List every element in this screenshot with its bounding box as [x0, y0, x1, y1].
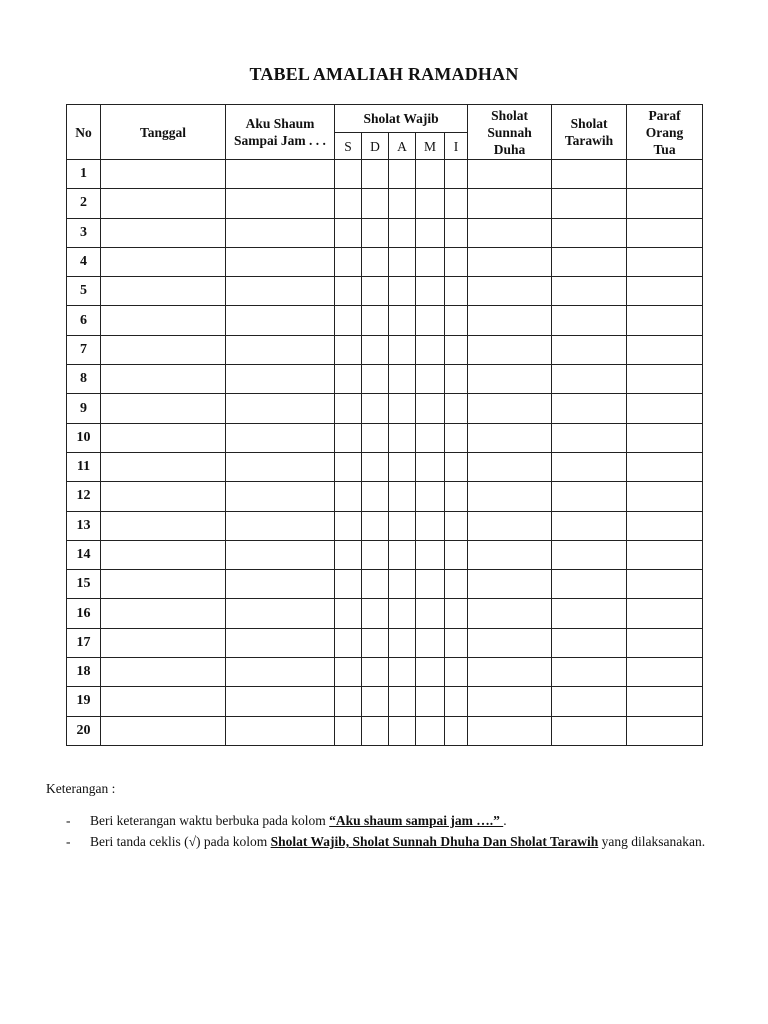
- entry-cell[interactable]: [416, 482, 445, 511]
- entry-cell[interactable]: [468, 628, 552, 657]
- entry-cell[interactable]: [362, 277, 389, 306]
- header-shaum: Aku Shaum Sampai Jam . . .: [226, 105, 335, 160]
- entry-cell[interactable]: [335, 599, 362, 628]
- entry-cell[interactable]: [101, 599, 226, 628]
- entry-cell[interactable]: [335, 365, 362, 394]
- entry-cell[interactable]: [468, 394, 552, 423]
- note-item: [46, 810, 736, 831]
- entry-cell[interactable]: [627, 687, 703, 716]
- entry-cell[interactable]: [362, 687, 389, 716]
- entry-cell[interactable]: [335, 160, 362, 189]
- table-row: [67, 365, 703, 394]
- entry-cell[interactable]: [362, 335, 389, 364]
- entry-cell[interactable]: [389, 540, 416, 569]
- table-row: [67, 716, 703, 745]
- entry-cell[interactable]: [226, 335, 335, 364]
- table-body: [67, 160, 703, 746]
- entry-cell[interactable]: [445, 482, 468, 511]
- entry-cell[interactable]: [335, 277, 362, 306]
- row-number: 6: [67, 306, 101, 335]
- entry-cell[interactable]: [416, 277, 445, 306]
- entry-cell[interactable]: [335, 306, 362, 335]
- note-emphasis: “Aku shaum sampai jam ….”: [329, 813, 504, 828]
- entry-cell[interactable]: [468, 218, 552, 247]
- note-text: .: [503, 813, 507, 828]
- entry-cell[interactable]: [552, 540, 627, 569]
- entry-cell[interactable]: [552, 452, 627, 481]
- header-sholat-wajib: Sholat Wajib: [335, 105, 468, 133]
- entry-cell[interactable]: [362, 540, 389, 569]
- entry-cell[interactable]: [101, 306, 226, 335]
- entry-cell[interactable]: [101, 189, 226, 218]
- header-sunnah-duha: Sholat Sunnah Duha: [468, 105, 552, 160]
- note-dash: -: [66, 834, 71, 849]
- entry-cell[interactable]: [335, 189, 362, 218]
- entry-cell[interactable]: [226, 277, 335, 306]
- entry-cell[interactable]: [627, 247, 703, 276]
- entry-cell[interactable]: [468, 160, 552, 189]
- entry-cell[interactable]: [445, 189, 468, 218]
- entry-cell[interactable]: [416, 365, 445, 394]
- entry-cell[interactable]: [627, 394, 703, 423]
- entry-cell[interactable]: [416, 394, 445, 423]
- entry-cell[interactable]: [101, 687, 226, 716]
- notes-label: Keterangan :: [46, 781, 116, 796]
- entry-cell[interactable]: [468, 277, 552, 306]
- entry-cell[interactable]: [389, 160, 416, 189]
- entry-cell[interactable]: [416, 687, 445, 716]
- entry-cell[interactable]: [552, 160, 627, 189]
- entry-cell[interactable]: [445, 277, 468, 306]
- entry-cell[interactable]: [416, 628, 445, 657]
- entry-cell[interactable]: [226, 716, 335, 745]
- row-number: 15: [67, 570, 101, 599]
- entry-cell[interactable]: [226, 687, 335, 716]
- entry-cell[interactable]: [627, 218, 703, 247]
- notes-section: [46, 778, 736, 852]
- entry-cell[interactable]: [468, 482, 552, 511]
- entry-cell[interactable]: [445, 687, 468, 716]
- entry-cell[interactable]: [627, 189, 703, 218]
- table-row: [67, 335, 703, 364]
- row-number: 7: [67, 335, 101, 364]
- entry-cell[interactable]: [101, 247, 226, 276]
- table-row: [67, 687, 703, 716]
- entry-cell[interactable]: [389, 687, 416, 716]
- entry-cell[interactable]: [101, 394, 226, 423]
- header-wajib-s: S: [335, 133, 362, 160]
- entry-cell[interactable]: [362, 658, 389, 687]
- entry-cell[interactable]: [226, 306, 335, 335]
- row-number: 3: [67, 218, 101, 247]
- entry-cell[interactable]: [362, 365, 389, 394]
- table-row: [67, 628, 703, 657]
- entry-cell[interactable]: [445, 365, 468, 394]
- entry-cell[interactable]: [468, 306, 552, 335]
- entry-cell[interactable]: [362, 306, 389, 335]
- entry-cell[interactable]: [552, 306, 627, 335]
- entry-cell[interactable]: [389, 189, 416, 218]
- entry-cell[interactable]: [226, 511, 335, 540]
- table-row: [67, 306, 703, 335]
- table-row: [67, 247, 703, 276]
- entry-cell[interactable]: [445, 247, 468, 276]
- entry-cell[interactable]: [389, 570, 416, 599]
- row-number: 5: [67, 277, 101, 306]
- entry-cell[interactable]: [335, 540, 362, 569]
- entry-cell[interactable]: [445, 218, 468, 247]
- entry-cell[interactable]: [226, 394, 335, 423]
- row-number: 8: [67, 365, 101, 394]
- entry-cell[interactable]: [445, 628, 468, 657]
- entry-cell[interactable]: [226, 658, 335, 687]
- entry-cell[interactable]: [389, 306, 416, 335]
- note-text: Beri tanda ceklis (√) pada kolom: [90, 834, 271, 849]
- entry-cell[interactable]: [389, 423, 416, 452]
- entry-cell[interactable]: [627, 628, 703, 657]
- entry-cell[interactable]: [416, 306, 445, 335]
- entry-cell[interactable]: [552, 658, 627, 687]
- entry-cell[interactable]: [101, 160, 226, 189]
- entry-cell[interactable]: [445, 160, 468, 189]
- entry-cell[interactable]: [389, 365, 416, 394]
- entry-cell[interactable]: [468, 335, 552, 364]
- entry-cell[interactable]: [416, 570, 445, 599]
- entry-cell[interactable]: [362, 570, 389, 599]
- entry-cell[interactable]: [468, 511, 552, 540]
- header-wajib-d: D: [362, 133, 389, 160]
- entry-cell[interactable]: [468, 599, 552, 628]
- note-text: Beri keterangan waktu berbuka pada kolom: [90, 813, 330, 828]
- entry-cell[interactable]: [627, 452, 703, 481]
- entry-cell[interactable]: [627, 160, 703, 189]
- header-paraf: Paraf Orang Tua: [627, 105, 703, 160]
- entry-cell[interactable]: [101, 482, 226, 511]
- table-row: [67, 160, 703, 189]
- entry-cell[interactable]: [468, 716, 552, 745]
- entry-cell[interactable]: [468, 570, 552, 599]
- entry-cell[interactable]: [552, 394, 627, 423]
- row-number: 11: [67, 452, 101, 481]
- entry-cell[interactable]: [389, 247, 416, 276]
- entry-cell[interactable]: [445, 570, 468, 599]
- entry-cell[interactable]: [335, 687, 362, 716]
- entry-cell[interactable]: [468, 365, 552, 394]
- amaliah-table: [66, 104, 703, 746]
- entry-cell[interactable]: [101, 628, 226, 657]
- entry-cell[interactable]: [362, 716, 389, 745]
- entry-cell[interactable]: [445, 335, 468, 364]
- entry-cell[interactable]: [627, 540, 703, 569]
- table-row: [67, 218, 703, 247]
- entry-cell[interactable]: [552, 628, 627, 657]
- header-no: No: [67, 105, 101, 160]
- entry-cell[interactable]: [226, 452, 335, 481]
- entry-cell[interactable]: [552, 277, 627, 306]
- entry-cell[interactable]: [362, 511, 389, 540]
- entry-cell[interactable]: [416, 189, 445, 218]
- entry-cell[interactable]: [101, 277, 226, 306]
- entry-cell[interactable]: [335, 482, 362, 511]
- entry-cell[interactable]: [552, 599, 627, 628]
- entry-cell[interactable]: [389, 599, 416, 628]
- entry-cell[interactable]: [226, 365, 335, 394]
- entry-cell[interactable]: [362, 394, 389, 423]
- entry-cell[interactable]: [101, 452, 226, 481]
- entry-cell[interactable]: [416, 423, 445, 452]
- row-number: 18: [67, 658, 101, 687]
- entry-cell[interactable]: [226, 160, 335, 189]
- entry-cell[interactable]: [445, 599, 468, 628]
- entry-cell[interactable]: [389, 277, 416, 306]
- entry-cell[interactable]: [335, 247, 362, 276]
- entry-cell[interactable]: [335, 628, 362, 657]
- row-number: 17: [67, 628, 101, 657]
- entry-cell[interactable]: [226, 482, 335, 511]
- entry-cell[interactable]: [445, 716, 468, 745]
- entry-cell[interactable]: [226, 189, 335, 218]
- entry-cell[interactable]: [627, 482, 703, 511]
- entry-cell[interactable]: [416, 160, 445, 189]
- entry-cell[interactable]: [362, 247, 389, 276]
- table-row: [67, 658, 703, 687]
- entry-cell[interactable]: [416, 599, 445, 628]
- entry-cell[interactable]: [552, 365, 627, 394]
- notes-list: [46, 810, 736, 852]
- entry-cell[interactable]: [416, 452, 445, 481]
- entry-cell[interactable]: [362, 628, 389, 657]
- entry-cell[interactable]: [468, 540, 552, 569]
- page-title: TABEL AMALIAH RAMADHAN: [249, 64, 519, 84]
- entry-cell[interactable]: [552, 716, 627, 745]
- header-wajib-i: I: [445, 133, 468, 160]
- entry-cell[interactable]: [468, 247, 552, 276]
- row-number: 13: [67, 511, 101, 540]
- entry-cell[interactable]: [468, 687, 552, 716]
- entry-cell[interactable]: [362, 189, 389, 218]
- entry-cell[interactable]: [552, 482, 627, 511]
- entry-cell[interactable]: [468, 452, 552, 481]
- entry-cell[interactable]: [627, 599, 703, 628]
- row-number: 12: [67, 482, 101, 511]
- header-wajib-a: A: [389, 133, 416, 160]
- entry-cell[interactable]: [226, 570, 335, 599]
- entry-cell[interactable]: [552, 335, 627, 364]
- entry-cell[interactable]: [445, 658, 468, 687]
- entry-cell[interactable]: [416, 716, 445, 745]
- table-row: [67, 570, 703, 599]
- entry-cell[interactable]: [552, 423, 627, 452]
- entry-cell[interactable]: [627, 716, 703, 745]
- entry-cell[interactable]: [552, 687, 627, 716]
- entry-cell[interactable]: [335, 716, 362, 745]
- entry-cell[interactable]: [445, 511, 468, 540]
- entry-cell[interactable]: [362, 452, 389, 481]
- entry-cell[interactable]: [101, 540, 226, 569]
- row-number: 1: [67, 160, 101, 189]
- entry-cell[interactable]: [627, 423, 703, 452]
- entry-cell[interactable]: [445, 394, 468, 423]
- entry-cell[interactable]: [101, 511, 226, 540]
- entry-cell[interactable]: [552, 511, 627, 540]
- entry-cell[interactable]: [101, 716, 226, 745]
- entry-cell[interactable]: [226, 628, 335, 657]
- entry-cell[interactable]: [335, 218, 362, 247]
- entry-cell[interactable]: [101, 335, 226, 364]
- entry-cell[interactable]: [552, 218, 627, 247]
- entry-cell[interactable]: [389, 218, 416, 247]
- entry-cell[interactable]: [445, 423, 468, 452]
- entry-cell[interactable]: [468, 658, 552, 687]
- table-row: [67, 277, 703, 306]
- entry-cell[interactable]: [101, 218, 226, 247]
- entry-cell[interactable]: [101, 658, 226, 687]
- entry-cell[interactable]: [335, 511, 362, 540]
- table-row: [67, 540, 703, 569]
- entry-cell[interactable]: [416, 658, 445, 687]
- entry-cell[interactable]: [335, 452, 362, 481]
- entry-cell[interactable]: [362, 423, 389, 452]
- entry-cell[interactable]: [335, 570, 362, 599]
- entry-cell[interactable]: [226, 540, 335, 569]
- entry-cell[interactable]: [335, 335, 362, 364]
- entry-cell[interactable]: [468, 423, 552, 452]
- entry-cell[interactable]: [627, 570, 703, 599]
- header-tanggal: Tanggal: [101, 105, 226, 160]
- header-wajib-m: M: [416, 133, 445, 160]
- entry-cell[interactable]: [101, 570, 226, 599]
- entry-cell[interactable]: [362, 160, 389, 189]
- entry-cell[interactable]: [389, 511, 416, 540]
- note-dash: -: [66, 813, 71, 828]
- table-row: [67, 394, 703, 423]
- note-item: [46, 831, 736, 852]
- row-number: 9: [67, 394, 101, 423]
- entry-cell[interactable]: [226, 218, 335, 247]
- entry-cell[interactable]: [389, 482, 416, 511]
- entry-cell[interactable]: [335, 423, 362, 452]
- table-row: [67, 423, 703, 452]
- entry-cell[interactable]: [627, 365, 703, 394]
- table-row: [67, 511, 703, 540]
- row-number: 2: [67, 189, 101, 218]
- table-row: [67, 189, 703, 218]
- entry-cell[interactable]: [468, 189, 552, 218]
- row-number: 14: [67, 540, 101, 569]
- entry-cell[interactable]: [552, 189, 627, 218]
- header-tarawih: Sholat Tarawih: [552, 105, 627, 160]
- entry-cell[interactable]: [389, 658, 416, 687]
- entry-cell[interactable]: [389, 452, 416, 481]
- entry-cell[interactable]: [627, 335, 703, 364]
- entry-cell[interactable]: [416, 335, 445, 364]
- entry-cell[interactable]: [416, 247, 445, 276]
- entry-cell[interactable]: [627, 306, 703, 335]
- entry-cell[interactable]: [627, 658, 703, 687]
- row-number: 4: [67, 247, 101, 276]
- entry-cell[interactable]: [389, 628, 416, 657]
- entry-cell[interactable]: [362, 599, 389, 628]
- note-emphasis: Sholat Wajib, Sholat Sunnah Dhuha Dan Sholat Tarawih: [270, 834, 599, 849]
- entry-cell[interactable]: [226, 599, 335, 628]
- entry-cell[interactable]: [445, 540, 468, 569]
- entry-cell[interactable]: [226, 423, 335, 452]
- table-row: [67, 482, 703, 511]
- entry-cell[interactable]: [445, 452, 468, 481]
- table-row: [67, 599, 703, 628]
- entry-cell[interactable]: [389, 335, 416, 364]
- entry-cell[interactable]: [389, 394, 416, 423]
- entry-cell[interactable]: [416, 218, 445, 247]
- entry-cell[interactable]: [389, 716, 416, 745]
- entry-cell[interactable]: [552, 570, 627, 599]
- entry-cell[interactable]: [445, 306, 468, 335]
- entry-cell[interactable]: [101, 365, 226, 394]
- row-number: 10: [67, 423, 101, 452]
- entry-cell[interactable]: [416, 540, 445, 569]
- entry-cell[interactable]: [362, 218, 389, 247]
- entry-cell[interactable]: [552, 247, 627, 276]
- note-text: yang dilaksanakan.: [598, 834, 706, 849]
- row-number: 19: [67, 687, 101, 716]
- entry-cell[interactable]: [362, 482, 389, 511]
- row-number: 16: [67, 599, 101, 628]
- table-row: [67, 452, 703, 481]
- entry-cell[interactable]: [226, 247, 335, 276]
- entry-cell[interactable]: [416, 511, 445, 540]
- entry-cell[interactable]: [627, 511, 703, 540]
- row-number: 20: [67, 716, 101, 745]
- entry-cell[interactable]: [627, 277, 703, 306]
- entry-cell[interactable]: [335, 658, 362, 687]
- entry-cell[interactable]: [101, 423, 226, 452]
- entry-cell[interactable]: [335, 394, 362, 423]
